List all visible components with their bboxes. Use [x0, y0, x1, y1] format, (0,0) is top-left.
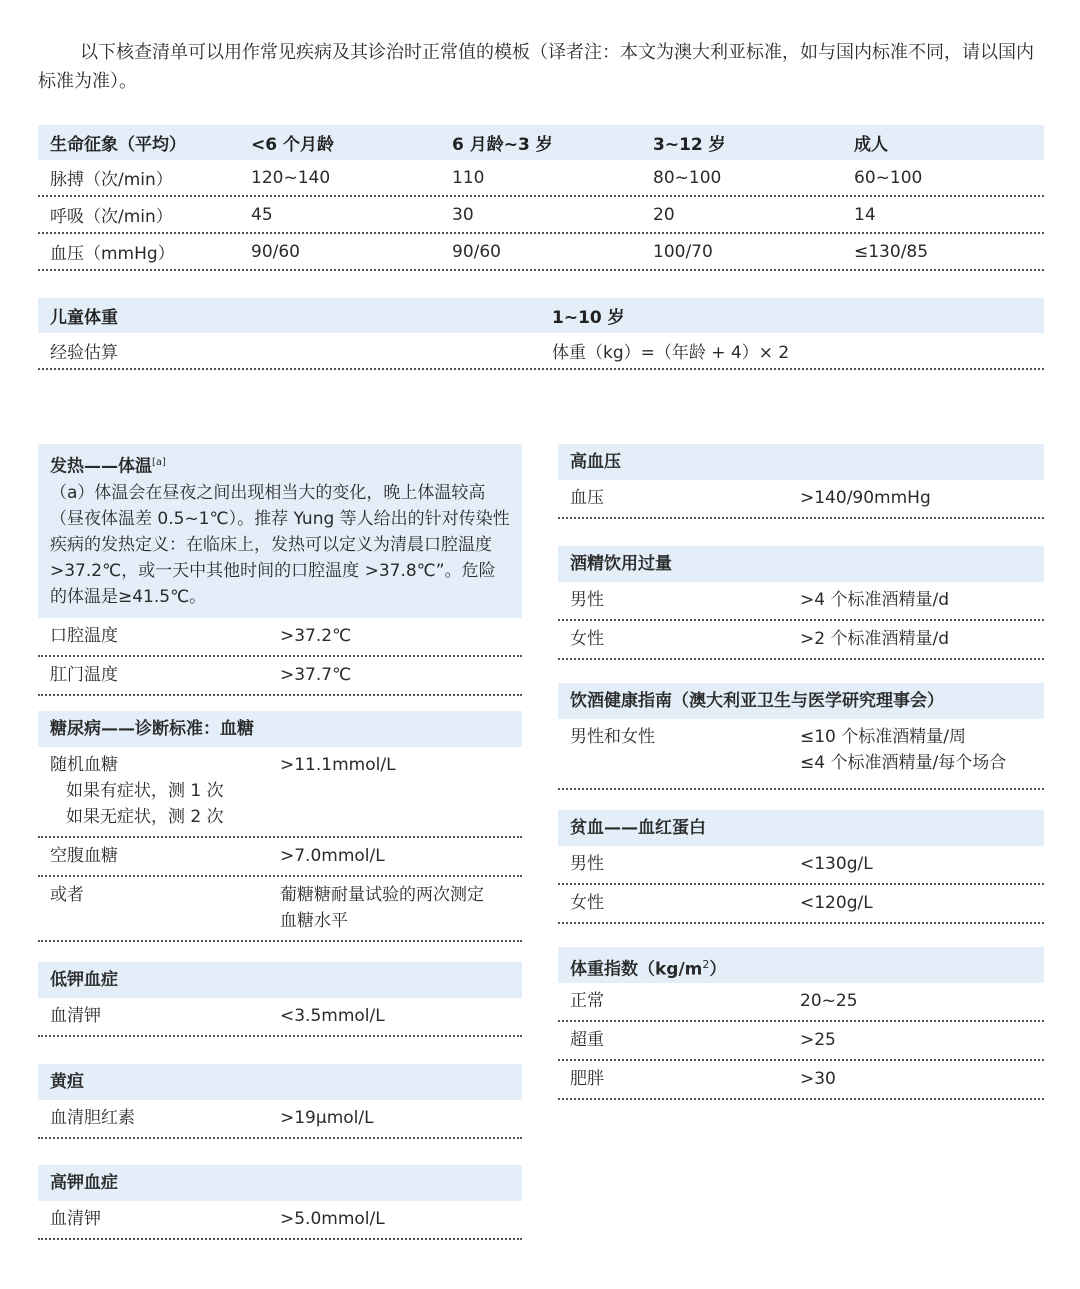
row-label: 男性 [570, 854, 604, 874]
fever-title [50, 450, 510, 480]
vitals-header: 生命征象（平均） [50, 135, 186, 155]
row-label: 或者 [50, 885, 84, 905]
row-value: ≤4 个标准酒精量/每个场合 [800, 753, 1007, 773]
row-value: <130g/L [800, 854, 873, 874]
fever-header [38, 444, 522, 618]
alcohol-section [558, 546, 1044, 660]
hypertension-section [558, 444, 1044, 519]
vitals-table [38, 125, 1044, 271]
table-row [38, 877, 522, 942]
table-cell: ≤130/85 [854, 241, 929, 262]
child-weight-table [38, 298, 1044, 370]
table-row [38, 838, 522, 877]
table-cell: 脉搏（次/min） [50, 170, 173, 190]
vitals-header: <6 个月龄 [251, 135, 334, 155]
table-cell: 110 [452, 167, 485, 188]
row-sublabel: 如果有症状，测 1 次 [66, 781, 224, 801]
jaundice-title: 黄疸 [38, 1064, 522, 1100]
vitals-header: 成人 [854, 135, 888, 155]
hyperkalemia-section [38, 1165, 522, 1240]
table-row [558, 719, 1044, 790]
bmi-title [558, 947, 1044, 983]
row-label: 男性和女性 [570, 727, 655, 747]
table-row [558, 621, 1044, 660]
row-value: 20~25 [800, 991, 858, 1011]
row-label: 男性 [570, 590, 604, 610]
table-row [558, 480, 1044, 519]
table-row [558, 983, 1044, 1022]
table-row [38, 1100, 522, 1139]
row-value: >37.7℃ [280, 664, 352, 685]
table-cell: 90/60 [251, 241, 300, 262]
hypertension-title: 高血压 [558, 444, 1044, 480]
table-row [38, 197, 1044, 234]
row-value-group [800, 724, 1006, 776]
guideline-section [558, 683, 1044, 790]
row-label: 口腔温度 [50, 625, 118, 646]
table-row [558, 1022, 1044, 1061]
row-value: >2 个标准酒精量/d [800, 629, 949, 649]
table-cell: 14 [854, 204, 876, 225]
row-value: >140/90mmHg [800, 488, 931, 508]
row-label: 血清胆红素 [50, 1108, 135, 1128]
table-cell: 20 [653, 204, 675, 225]
table-row [558, 885, 1044, 924]
row-value: >7.0mmol/L [280, 846, 385, 866]
row-label: 空腹血糖 [50, 846, 118, 866]
guideline-title: 饮酒健康指南（澳大利亚卫生与医学研究理事会） [558, 683, 1044, 719]
fever-section [38, 444, 522, 696]
row-value: >37.2℃ [280, 625, 352, 646]
row-value: 葡糖糖耐量试验的两次测定 [280, 885, 484, 905]
alcohol-title: 酒精饮用过量 [558, 546, 1044, 582]
table-cell: 经验估算 [50, 343, 118, 363]
bmi-section [558, 947, 1044, 1100]
row-sublabel: 如果无症状，测 2 次 [66, 807, 224, 827]
child-weight-header: 儿童体重 [50, 308, 118, 328]
table-cell: 呼吸（次/min） [50, 207, 173, 227]
child-weight-header: 1~10 岁 [552, 308, 625, 328]
row-value: >19μmol/L [280, 1108, 374, 1128]
row-label: 超重 [570, 1030, 604, 1050]
random-glucose-label-group [38, 752, 280, 830]
bmi-title-sup: 2 [702, 958, 710, 971]
table-cell: 60~100 [854, 167, 923, 188]
row-value: >25 [800, 1030, 836, 1050]
table-row [38, 747, 522, 838]
table-row [38, 1201, 522, 1240]
row-value: 血糖水平 [280, 911, 348, 931]
row-label: 正常 [570, 991, 604, 1011]
row-value: <120g/L [800, 893, 873, 913]
row-label: 血清钾 [50, 1209, 101, 1229]
table-row [558, 1061, 1044, 1100]
table-cell: 45 [251, 204, 273, 225]
row-value: >11.1mmol/L [280, 755, 396, 775]
table-cell: 体重（kg）=（年龄 + 4）× 2 [552, 343, 790, 363]
table-cell: 120~140 [251, 167, 331, 188]
fever-note: （a）体温会在昼夜之间出现相当大的变化，晚上体温较高（昼夜体温差 0.5~1℃）。推荐 Yung 等人给出的针对传染性疾病的发热定义：在临床上，发热可以定义为清晨口腔温度 >37.2℃，或一天中其他时间的口腔温度 >37.8℃”。危险的体温是≥41.5℃。 [50, 482, 510, 607]
table-row [558, 846, 1044, 885]
bmi-title-end: ） [709, 959, 727, 980]
row-label: 肥胖 [570, 1069, 604, 1089]
row-value: >30 [800, 1069, 836, 1089]
table-row [38, 998, 522, 1037]
table-row [38, 333, 1044, 370]
row-value: >4 个标准酒精量/d [800, 590, 949, 610]
table-cell: 100/70 [653, 241, 713, 262]
diabetes-section [38, 711, 522, 942]
table-cell: 血压（mmHg） [50, 244, 175, 264]
fever-footnote-mark: [a] [152, 457, 166, 468]
intro-paragraph: 以下核查清单可以用作常见疾病及其诊治时正常值的模板（译者注：本文为澳大利亚标准，如与国内标准不同，请以国内标准为准）。 [38, 42, 1034, 92]
table-row [38, 160, 1044, 197]
hypokalemia-title: 低钾血症 [38, 962, 522, 998]
row-value: <3.5mmol/L [280, 1006, 385, 1026]
jaundice-section [38, 1064, 522, 1139]
row-value: ≤10 个标准酒精量/周 [800, 727, 967, 747]
table-cell: 90/60 [452, 241, 501, 262]
child-weight-header-row [38, 298, 1044, 333]
row-label: 随机血糖 [50, 755, 118, 775]
table-cell: 30 [452, 204, 474, 225]
table-row [38, 657, 522, 696]
fever-title-text: 发热——体温 [50, 456, 152, 477]
table-row [558, 582, 1044, 621]
table-row [38, 234, 1044, 271]
anemia-section [558, 810, 1044, 924]
row-label: 血清钾 [50, 1006, 101, 1026]
vitals-header: 6 月龄~3 岁 [452, 135, 553, 155]
diabetes-title: 糖尿病——诊断标准：血糖 [38, 711, 522, 747]
bmi-title-text: 体重指数（kg/m [570, 959, 703, 980]
hyperkalemia-title: 高钾血症 [38, 1165, 522, 1201]
row-value-group [280, 882, 484, 934]
table-row [38, 618, 522, 657]
row-value: >5.0mmol/L [280, 1209, 385, 1229]
row-label: 血压 [570, 488, 604, 508]
table-cell: 80~100 [653, 167, 722, 188]
row-label: 女性 [570, 629, 604, 649]
row-label: 女性 [570, 893, 604, 913]
row-label: 肛门温度 [50, 664, 118, 685]
vitals-header: 3~12 岁 [653, 135, 726, 155]
anemia-title: 贫血——血红蛋白 [558, 810, 1044, 846]
vitals-header-row [38, 125, 1044, 160]
hypokalemia-section [38, 962, 522, 1037]
